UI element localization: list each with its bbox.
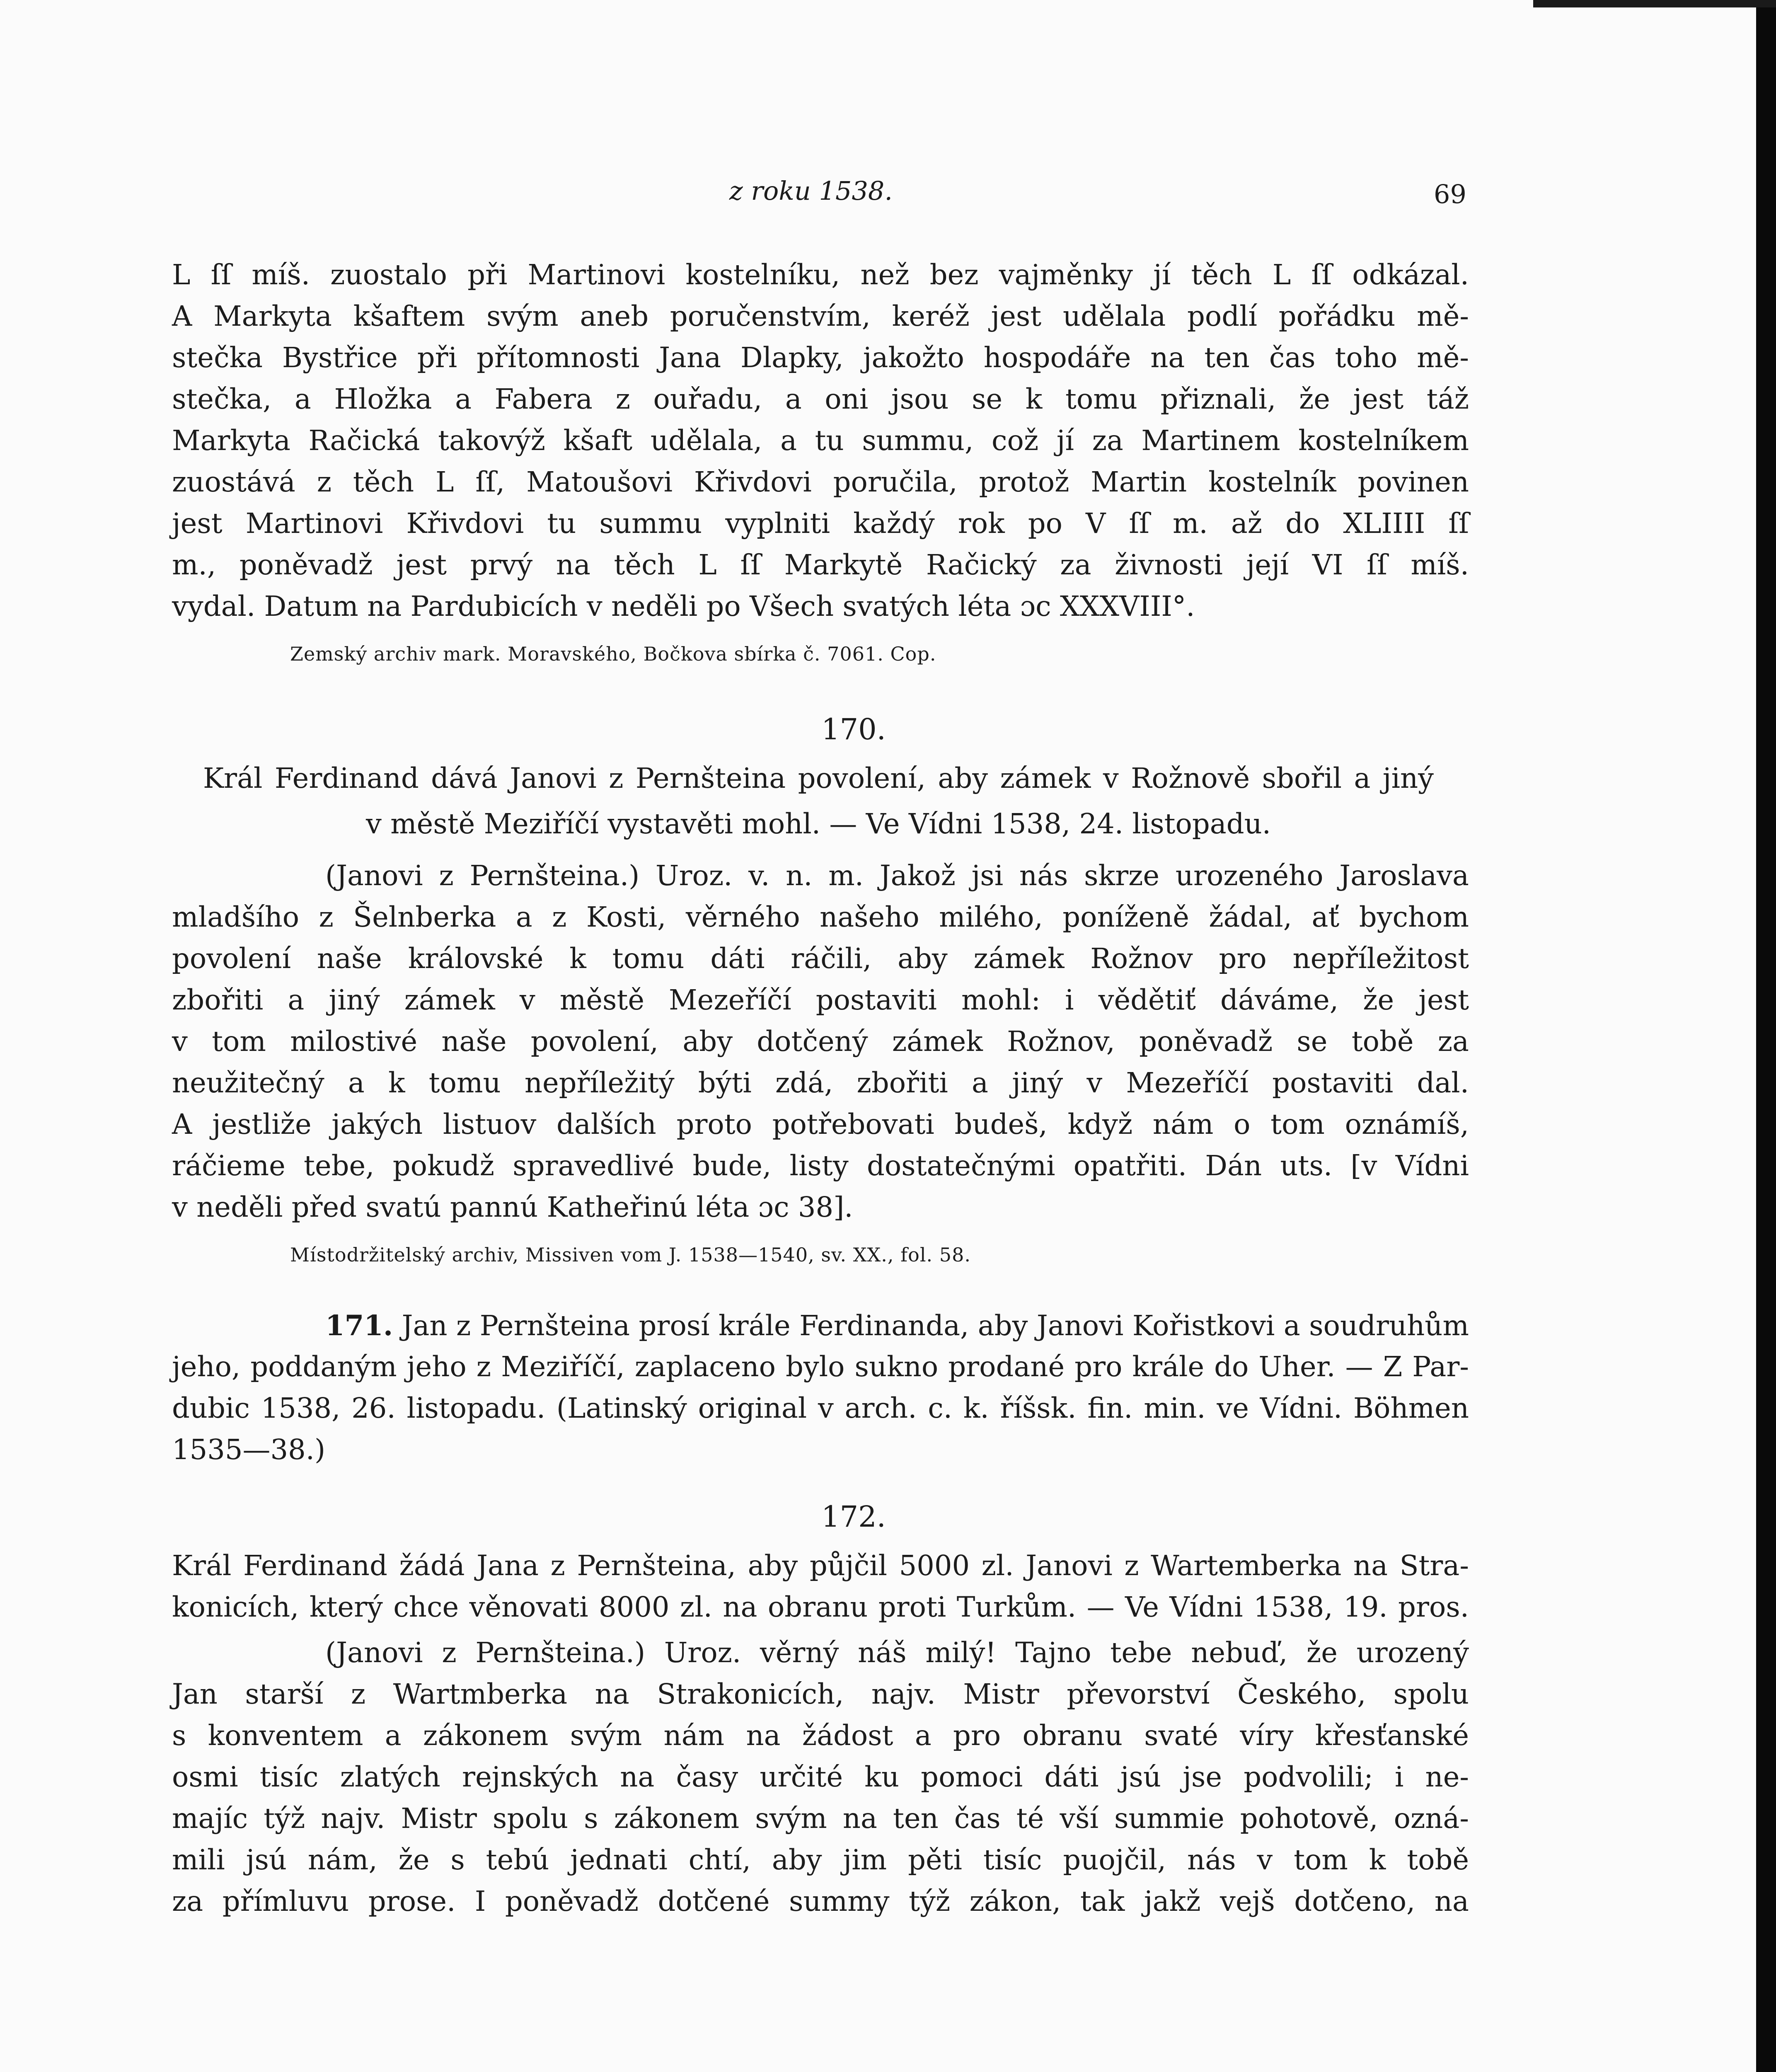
document-number: 172. xyxy=(821,1500,886,1534)
text-line: (Janovi z Pernšteina.) Uroz. věrný náš milý! Tajno tebe nebuď, že urozený xyxy=(325,1636,1469,1669)
text-line: zbořiti a jiný zámek v městě Mezeříčí postaviti mohl: i vědětiť dáváme, že jest xyxy=(172,984,1469,1016)
regest-text: Jan z Pernšteina prosí krále Ferdinanda, aby Janovi Kořistkovi a soudruhům xyxy=(402,1310,1469,1342)
text-line: v neděli před svatú pannú Katheřinú léta ɔc 38]. xyxy=(172,1191,853,1223)
text-line: vydal. Datum na Pardubicích v neděli po Všech svatých léta ɔc XXXVIII°. xyxy=(172,590,1195,622)
source-note: Místodržitelský archiv, Missiven vom J. 1538—1540, sv. XX., fol. 58. xyxy=(290,1244,971,1266)
text-line: Markyta Račická takovýž kšaft udělala, a tu summu, což jí za Martinem kostelníkem xyxy=(172,424,1469,457)
source-note: Zemský archiv mark. Moravského, Bočkova sbírka č. 7061. Cop. xyxy=(290,643,936,665)
text-line: mili jsú nám, že s tebú jednati chtí, aby jim pěti tisíc puojčil, nás v tom k tobě xyxy=(172,1844,1469,1876)
text-line: v tom milostivé naše povolení, aby dotčený zámek Rožnov, poněvadž se tobě za xyxy=(172,1025,1469,1058)
document-number: 171. xyxy=(325,1309,393,1342)
running-header: z roku 1538. xyxy=(729,176,893,206)
text-line: mladšího z Šelnberka a z Kosti, věrného našeho milého, poníženě žádal, ať bychom xyxy=(172,901,1469,933)
text-line: L ſſ míš. zuostalo při Martinovi kostelníku, než bez vajměnky jí těch L ſſ odkázal. xyxy=(172,259,1469,291)
text-line: zuostává z těch L ſſ, Matoušovi Křivdovi poručila, protož Martin kostelník povinen xyxy=(172,466,1469,498)
text-line: dubic 1538, 26. listopadu. (Latinský original v arch. c. k. říšsk. fin. min. ve Vídni. Böhmen xyxy=(172,1392,1469,1424)
text-line: (Janovi z Pernšteina.) Uroz. v. n. m. Jakož jsi nás skrze urozeného Jaroslava xyxy=(325,859,1469,892)
text-line: A Markyta kšaftem svým aneb poručenstvím, keréž jest udělala podlí pořádku mě- xyxy=(172,300,1469,332)
summary-line: v městě Meziříčí vystavěti mohl. — Ve Vídni 1538, 24. listopadu. xyxy=(365,808,1271,840)
summary-line: Král Ferdinand dává Janovi z Pernšteina povolení, aby zámek v Rožnově sbořil a jiný xyxy=(203,762,1434,794)
document-number: 170. xyxy=(821,712,886,746)
summary-line: konicích, který chce věnovati 8000 zl. na obranu proti Turkům. — Ve Vídni 1538, 19. pros. xyxy=(172,1591,1469,1623)
scan-border xyxy=(1533,0,1776,7)
page-number: 69 xyxy=(1434,179,1466,209)
text-line: osmi tisíc zlatých rejnských na časy určité ku pomoci dáti jsú jse podvolili; i ne- xyxy=(172,1761,1469,1793)
text-line: Jan starší z Wartmberka na Strakonicích, najv. Mistr převorství Českého, spolu xyxy=(172,1678,1469,1710)
text-line: stečka, a Hložka a Fabera z ouřadu, a oni jsou se k tomu přiznali, že jest táž xyxy=(172,383,1469,415)
text-line: neužitečný a k tomu nepříležitý býti zdá, zbořiti a jiný v Mezeříčí postaviti dal. xyxy=(172,1067,1469,1099)
text-line: stečka Bystřice při přítomnosti Jana Dlapky, jakožto hospodáře na ten čas toho mě- xyxy=(172,341,1469,374)
text-line: povolení naše královské k tomu dáti ráčili, aby zámek Rožnov pro nepříležitost xyxy=(172,942,1469,975)
text-line: s konventem a zákonem svým nám na žádost a pro obranu svaté víry křesťanské xyxy=(172,1719,1469,1752)
text-line: A jestliže jakých listuov dalších proto potřebovati budeš, když nám o tom oznámíš, xyxy=(172,1108,1469,1140)
text-line: 1535—38.) xyxy=(172,1433,326,1466)
text-line: za přímluvu prose. I poněvadž dotčené summy týž zákon, tak jakž vejš dotčeno, na xyxy=(172,1885,1469,1917)
regest-first-line xyxy=(325,1309,1469,1342)
text-line: ráčieme tebe, pokudž spravedlivé bude, listy dostatečnými opatřiti. Dán uts. [v Vídni xyxy=(172,1150,1469,1182)
summary-line: Král Ferdinand žádá Jana z Pernšteina, aby půjčil 5000 zl. Janovi z Wartemberka na Stra- xyxy=(172,1549,1469,1582)
scan-border xyxy=(1756,0,1776,2072)
text-line: jest Martinovi Křivdovi tu summu vyplniti každý rok po V ſſ m. až do XLIIII ſſ xyxy=(172,507,1469,540)
text-line: m., poněvadž jest prvý na těch L ſſ Markytě Račický za živnosti její VI ſſ míš. xyxy=(172,549,1469,581)
text-line: jeho, poddaným jeho z Meziříčí, zaplaceno bylo sukno prodané pro krále do Uher. — Z Par- xyxy=(172,1351,1469,1383)
text-line: majíc týž najv. Mistr spolu s zákonem svým na ten čas té vší summie pohotově, ozná- xyxy=(172,1802,1469,1835)
